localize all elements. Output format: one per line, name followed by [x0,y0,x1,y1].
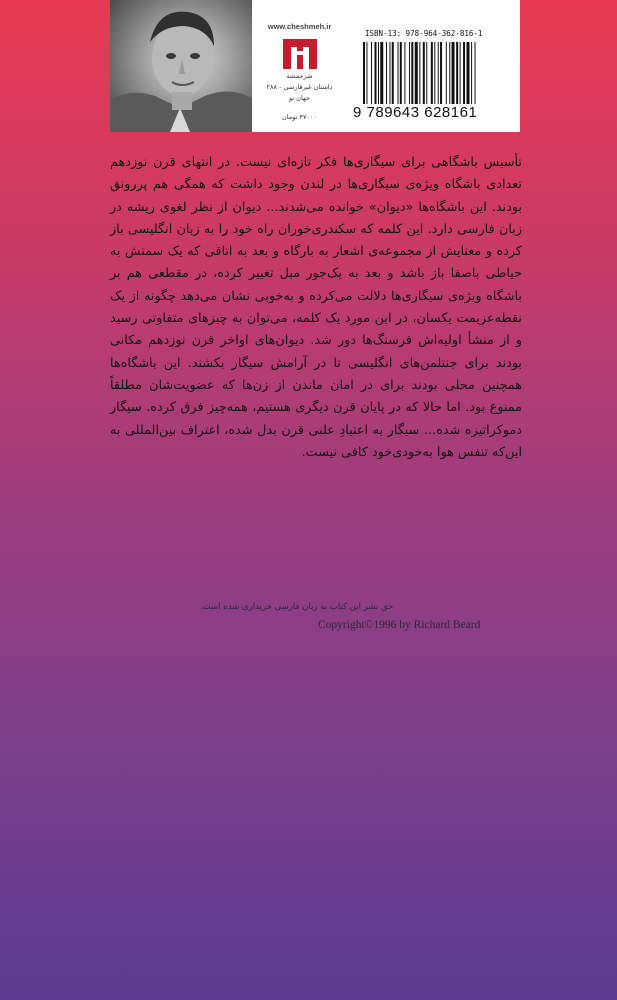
author-photo [110,0,252,132]
publisher-logo-icon [279,35,321,71]
series-name: جهان نو [288,94,310,102]
copyright-line: Copyright©1996 by Richard Beard [318,619,481,631]
isbn-text: ISBN-13: 978-964-362-816-1 [365,29,483,38]
barcode-icon [361,42,507,104]
price-label: ۴۷۰۰۰ تومان [282,113,317,121]
series-label: داستان غیرفارسی - ۲۸۸ [266,83,333,91]
barcode-box [347,0,520,132]
publisher-url: www.cheshmeh.ir [267,22,332,31]
publisher-box [252,0,347,132]
publisher-imprint: شرجمشه [286,72,313,80]
back-cover-blurb: تأسیس باشگاهی برای سیگاری‌ها فکر تازه‌ای نیست. در انتهای قرن نوزدهم تعدادی باشگاه ویژه‌ی سیگاری‌ها در لندن وجود داشت که همگی هم پررونق بودند. این باشگاه‌ها «دیوان» خوانده می‌شدند... دیوان از نظر لغوی ریشه در زبان فارسی دارد. این کلمه که سکندری‌خوران راه خود را به زبان انگلیسی باز کرده و معنایش از مجموعه‌ی اشعار به بارگاه و بعد به اتاقی که یک سمتش به حیاطی باصفا باز باشد و بعد به یک‌جور مبل تغییر کرده، در مقطعی هم بر باشگاه ویژه‌ی سیگاری‌ها دلالت می‌کرده و به‌خوبی نشان می‌دهد چگونه از یک نقطه‌عزیمت یکسان، در این مورد یک کلمه، می‌توان به چیزهای متفاوتی رسید و از منشأ اولیه‌اش فرسنگ‌ها دور شد. دیوان‌های اواخر قرن نوزدهم مکانی بودند برای جنتلمن‌های انگلیسی تا در آرامش سیگار بکشند. این باشگاه‌ها همچنین محلی بودند برای در امان ماندن از زن‌ها که عضویت‌شان مطلقاً ممنوع بود. اما حالا که در پایان قرن دیگری هستیم، همه‌چیز فرق کرده. سیگار دموکراتیزه شده... سیگار به اعتیادِ علنی قرن بدل شده، اعتراف بین‌المللی به این‌که تنفس هوا به‌خودی‌خود کافی نیست. [110,155,522,460]
barcode-digits: 9 789643 628161 [353,104,478,121]
rights-note: حق نشر این کتاب به زبان فارسی خریداری شده است. [200,602,394,612]
